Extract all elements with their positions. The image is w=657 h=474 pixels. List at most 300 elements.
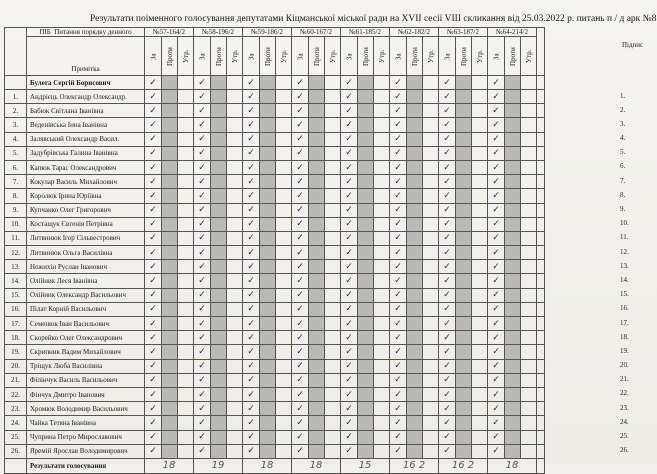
yes-mark: ✓	[492, 304, 500, 315]
vote-cell	[194, 416, 211, 430]
deputy-number: 25.	[5, 430, 27, 444]
yes-mark: ✓	[394, 205, 402, 216]
vote-cell	[309, 146, 325, 160]
signature-number: 3.	[620, 119, 626, 128]
vote-cell	[341, 231, 358, 245]
vote-cell	[162, 132, 178, 146]
deputy-name: Хромюк Володимир Васильович	[27, 402, 145, 416]
vote-cell	[374, 90, 390, 104]
vote-option-header: Проти	[162, 37, 178, 76]
vote-cell	[423, 345, 439, 359]
vote-cell	[439, 118, 456, 132]
vote-option-header: За	[488, 37, 505, 76]
vote-cell	[505, 288, 521, 302]
vote-cell	[472, 402, 488, 416]
vote-cell	[407, 132, 423, 146]
vote-cell	[423, 274, 439, 288]
deputy-number: 15.	[5, 288, 27, 302]
vote-cell	[162, 444, 178, 458]
agenda-item-header: №64-214/2	[488, 28, 537, 37]
yes-mark: ✓	[149, 134, 157, 145]
vote-cell	[488, 203, 505, 217]
yes-mark: ✓	[443, 446, 451, 457]
vote-cell	[456, 246, 472, 260]
vote-cell	[178, 317, 194, 331]
vote-cell	[472, 288, 488, 302]
signature-number: 2.	[620, 105, 626, 114]
vote-cell	[260, 302, 276, 316]
vote-cell	[505, 430, 521, 444]
yes-mark: ✓	[394, 134, 402, 145]
vote-cell	[423, 146, 439, 160]
yes-mark: ✓	[492, 134, 500, 145]
vote-cell	[309, 118, 325, 132]
vote-cell	[211, 302, 227, 316]
vote-cell	[243, 189, 260, 203]
row-pad	[537, 76, 545, 90]
vote-cell	[162, 231, 178, 245]
yes-mark: ✓	[198, 304, 206, 315]
vote-option-header: Проти	[309, 37, 325, 76]
vote-cell	[211, 104, 227, 118]
vote-cell	[439, 345, 456, 359]
yes-mark: ✓	[345, 446, 353, 457]
yes-mark: ✓	[394, 276, 402, 287]
yes-mark: ✓	[198, 162, 206, 173]
vote-cell	[488, 104, 505, 118]
vote-cell	[341, 373, 358, 387]
yes-mark: ✓	[247, 276, 255, 287]
vote-cell	[292, 146, 309, 160]
deputy-number: 20.	[5, 359, 27, 373]
vote-cell	[358, 118, 374, 132]
vote-cell	[227, 90, 243, 104]
vote-cell	[227, 132, 243, 146]
vote-option-header: За	[243, 37, 260, 76]
yes-mark: ✓	[394, 304, 402, 315]
vote-cell	[162, 189, 178, 203]
yes-mark: ✓	[198, 446, 206, 457]
vote-cell	[423, 331, 439, 345]
vote-cell	[521, 175, 537, 189]
yes-mark: ✓	[198, 417, 206, 428]
row-pad	[537, 146, 545, 160]
vote-cell	[472, 416, 488, 430]
vote-option-header: Утр.	[325, 37, 341, 76]
row-pad	[537, 90, 545, 104]
vote-cell	[472, 246, 488, 260]
vote-cell	[407, 416, 423, 430]
vote-cell	[309, 288, 325, 302]
vote-cell	[341, 302, 358, 316]
vote-cell	[423, 387, 439, 401]
table-row	[5, 231, 545, 245]
vote-cell	[407, 402, 423, 416]
vote-cell	[309, 217, 325, 231]
vote-cell	[260, 260, 276, 274]
yes-mark: ✓	[394, 290, 402, 301]
vote-cell	[243, 132, 260, 146]
vote-cell	[325, 274, 341, 288]
vote-cell	[178, 444, 194, 458]
vote-cell	[325, 387, 341, 401]
vote-cell	[521, 104, 537, 118]
vote-cell	[407, 160, 423, 174]
yes-mark: ✓	[345, 91, 353, 102]
row-pad	[537, 203, 545, 217]
signature-number: 23.	[620, 403, 629, 412]
yes-mark: ✓	[198, 361, 206, 372]
vote-cell	[423, 175, 439, 189]
table-row	[5, 302, 545, 316]
yes-mark: ✓	[345, 403, 353, 414]
yes-mark: ✓	[394, 361, 402, 372]
vote-cell	[260, 444, 276, 458]
vote-cell	[211, 373, 227, 387]
yes-mark: ✓	[394, 176, 402, 187]
vote-cell	[145, 231, 162, 245]
vote-cell	[374, 118, 390, 132]
vote-cell	[227, 203, 243, 217]
vote-cell	[194, 260, 211, 274]
row-pad	[537, 132, 545, 146]
table-row	[5, 104, 545, 118]
vote-cell	[325, 146, 341, 160]
chair-name: Булега Сергій Борисович	[27, 76, 145, 90]
yes-mark: ✓	[149, 403, 157, 414]
deputy-name: Костащук Євгенія Петрівна	[27, 217, 145, 231]
vote-cell	[292, 331, 309, 345]
yes-mark: ✓	[345, 261, 353, 272]
deputy-name: Скрипник Вадим Михайлович	[27, 345, 145, 359]
vote-cell	[260, 160, 276, 174]
vote-cell	[472, 118, 488, 132]
vote-cell	[488, 189, 505, 203]
vote-cell	[260, 387, 276, 401]
yes-mark: ✓	[198, 91, 206, 102]
vote-cell	[194, 175, 211, 189]
vote-cell	[292, 132, 309, 146]
vote-cell	[521, 331, 537, 345]
row-pad	[537, 373, 545, 387]
vote-cell	[439, 246, 456, 260]
vote-cell	[178, 402, 194, 416]
yes-mark: ✓	[492, 247, 500, 258]
vote-cell	[472, 345, 488, 359]
vote-cell	[227, 302, 243, 316]
vote-cell	[358, 132, 374, 146]
vote-cell	[309, 373, 325, 387]
yes-mark: ✓	[443, 304, 451, 315]
result-total: 18	[243, 458, 292, 473]
yes-mark: ✓	[345, 105, 353, 116]
table-row	[5, 217, 545, 231]
yes-mark: ✓	[443, 105, 451, 116]
yes-mark: ✓	[345, 332, 353, 343]
vote-cell	[178, 132, 194, 146]
vote-cell	[374, 217, 390, 231]
vote-cell	[358, 90, 374, 104]
yes-mark: ✓	[296, 375, 304, 386]
yes-mark: ✓	[198, 219, 206, 230]
vote-cell	[439, 175, 456, 189]
yes-mark: ✓	[394, 403, 402, 414]
vote-cell	[505, 302, 521, 316]
yes-mark: ✓	[345, 432, 353, 443]
vote-cell	[292, 175, 309, 189]
yes-mark: ✓	[492, 91, 500, 102]
vote-cell	[145, 203, 162, 217]
vote-cell	[439, 260, 456, 274]
vote-cell	[260, 90, 276, 104]
yes-mark: ✓	[247, 105, 255, 116]
vote-cell	[521, 444, 537, 458]
deputy-number: 19.	[5, 345, 27, 359]
yes-mark: ✓	[443, 219, 451, 230]
vote-cell	[260, 288, 276, 302]
vote-cell	[472, 90, 488, 104]
vote-cell	[341, 331, 358, 345]
vote-cell	[390, 345, 407, 359]
table-row	[5, 373, 545, 387]
signature-number: 6.	[620, 162, 626, 171]
vote-option-header: За	[390, 37, 407, 76]
vote-cell	[178, 189, 194, 203]
vote-cell	[211, 387, 227, 401]
vote-cell	[162, 217, 178, 231]
yes-mark: ✓	[296, 304, 304, 315]
vote-cell	[276, 189, 292, 203]
vote-cell	[178, 416, 194, 430]
vote-cell	[341, 90, 358, 104]
table-row	[5, 359, 545, 373]
yes-mark: ✓	[394, 261, 402, 272]
table-row	[5, 402, 545, 416]
vote-cell	[358, 302, 374, 316]
yes-mark: ✓	[345, 162, 353, 173]
vote-cell	[162, 104, 178, 118]
table-row	[5, 345, 545, 359]
yes-mark: ✓	[492, 346, 500, 357]
deputy-name: Тріщук Люба Василівна	[27, 359, 145, 373]
yes-mark: ✓	[247, 403, 255, 414]
vote-cell	[505, 373, 521, 387]
yes-mark: ✓	[345, 77, 353, 88]
vote-cell	[341, 132, 358, 146]
vote-cell	[178, 175, 194, 189]
vote-cell	[423, 76, 439, 90]
vote-cell	[423, 203, 439, 217]
yes-mark: ✓	[296, 190, 304, 201]
vote-cell	[292, 387, 309, 401]
vote-cell	[407, 444, 423, 458]
yes-mark: ✓	[247, 417, 255, 428]
row-pad	[537, 430, 545, 444]
vote-cell	[423, 416, 439, 430]
header-index-blank	[5, 28, 27, 76]
vote-cell	[227, 288, 243, 302]
vote-cell	[276, 331, 292, 345]
deputy-name: Яремій Ярослав Володимирович	[27, 444, 145, 458]
yes-mark: ✓	[394, 233, 402, 244]
deputy-number: 14.	[5, 274, 27, 288]
vote-cell	[194, 387, 211, 401]
vote-cell	[407, 359, 423, 373]
table-row	[5, 416, 545, 430]
vote-cell	[227, 246, 243, 260]
yes-mark: ✓	[345, 276, 353, 287]
vote-cell	[456, 260, 472, 274]
vote-cell	[243, 331, 260, 345]
vote-cell	[488, 118, 505, 132]
result-total: 18	[145, 458, 194, 473]
vote-cell	[194, 430, 211, 444]
vote-cell	[374, 402, 390, 416]
vote-cell	[358, 189, 374, 203]
vote-cell	[390, 118, 407, 132]
vote-cell	[341, 416, 358, 430]
yes-mark: ✓	[296, 417, 304, 428]
yes-mark: ✓	[198, 276, 206, 287]
vote-cell	[521, 302, 537, 316]
yes-mark: ✓	[345, 304, 353, 315]
vote-cell	[162, 146, 178, 160]
vote-cell	[390, 274, 407, 288]
yes-mark: ✓	[394, 346, 402, 357]
vote-cell	[243, 416, 260, 430]
vote-cell	[423, 231, 439, 245]
vote-option-header: Утр.	[521, 37, 537, 76]
vote-cell	[472, 160, 488, 174]
vote-cell	[145, 288, 162, 302]
yes-mark: ✓	[149, 119, 157, 130]
vote-cell	[276, 260, 292, 274]
yes-mark: ✓	[296, 77, 304, 88]
vote-cell	[325, 90, 341, 104]
vote-cell	[227, 104, 243, 118]
yes-mark: ✓	[345, 219, 353, 230]
vote-cell	[243, 76, 260, 90]
vote-cell	[325, 359, 341, 373]
signature-number: 14.	[620, 275, 629, 284]
deputy-number: 1.	[5, 90, 27, 104]
vote-cell	[358, 444, 374, 458]
yes-mark: ✓	[149, 346, 157, 357]
vote-cell	[178, 274, 194, 288]
deputy-name: Веденівська Інна Іванівна	[27, 118, 145, 132]
vote-cell	[488, 76, 505, 90]
vote-cell	[521, 373, 537, 387]
vote-cell	[260, 104, 276, 118]
vote-cell	[505, 246, 521, 260]
vote-cell	[488, 274, 505, 288]
vote-cell	[472, 274, 488, 288]
vote-cell	[505, 217, 521, 231]
yes-mark: ✓	[198, 148, 206, 159]
yes-mark: ✓	[394, 318, 402, 329]
yes-mark: ✓	[345, 205, 353, 216]
yes-mark: ✓	[443, 346, 451, 357]
vote-cell	[211, 231, 227, 245]
results-index	[5, 458, 27, 473]
vote-cell	[358, 331, 374, 345]
yes-mark: ✓	[149, 176, 157, 187]
vote-cell	[407, 373, 423, 387]
vote-cell	[456, 203, 472, 217]
vote-cell	[472, 359, 488, 373]
yes-mark: ✓	[345, 190, 353, 201]
row-pad	[537, 189, 545, 203]
yes-mark: ✓	[492, 190, 500, 201]
vote-cell	[145, 132, 162, 146]
vote-cell	[374, 331, 390, 345]
vote-cell	[243, 246, 260, 260]
vote-cell	[276, 76, 292, 90]
vote-cell	[211, 416, 227, 430]
vote-cell	[145, 175, 162, 189]
vote-cell	[243, 217, 260, 231]
vote-cell	[145, 189, 162, 203]
vote-cell	[521, 430, 537, 444]
vote-option-header: Проти	[505, 37, 521, 76]
vote-cell	[505, 331, 521, 345]
yes-mark: ✓	[296, 233, 304, 244]
vote-cell	[390, 203, 407, 217]
deputy-number: 22.	[5, 387, 27, 401]
yes-mark: ✓	[345, 361, 353, 372]
vote-cell	[472, 260, 488, 274]
vote-cell	[341, 203, 358, 217]
yes-mark: ✓	[492, 233, 500, 244]
vote-cell	[243, 274, 260, 288]
vote-cell	[211, 246, 227, 260]
vote-cell	[325, 331, 341, 345]
signature-number: 4.	[620, 134, 626, 143]
vote-cell	[194, 146, 211, 160]
vote-cell	[407, 76, 423, 90]
yes-mark: ✓	[443, 162, 451, 173]
vote-cell	[194, 203, 211, 217]
vote-cell	[439, 160, 456, 174]
vote-cell	[456, 76, 472, 90]
vote-cell	[194, 274, 211, 288]
vote-cell	[456, 444, 472, 458]
vote-cell	[488, 90, 505, 104]
table-row	[5, 274, 545, 288]
signature-number: 7.	[620, 176, 626, 185]
vote-cell	[325, 189, 341, 203]
vote-cell	[456, 146, 472, 160]
vote-cell	[227, 217, 243, 231]
yes-mark: ✓	[149, 261, 157, 272]
vote-cell	[521, 345, 537, 359]
signature-number: 5.	[620, 148, 626, 157]
table-row	[5, 387, 545, 401]
yes-mark: ✓	[492, 432, 500, 443]
yes-mark: ✓	[443, 403, 451, 414]
yes-mark: ✓	[394, 77, 402, 88]
vote-cell	[407, 104, 423, 118]
vote-cell	[309, 359, 325, 373]
vote-cell	[162, 90, 178, 104]
vote-cell	[358, 217, 374, 231]
vote-cell	[145, 118, 162, 132]
vote-cell	[505, 160, 521, 174]
vote-cell	[227, 160, 243, 174]
vote-cell	[162, 331, 178, 345]
vote-option-header: Утр.	[472, 37, 488, 76]
vote-cell	[309, 317, 325, 331]
